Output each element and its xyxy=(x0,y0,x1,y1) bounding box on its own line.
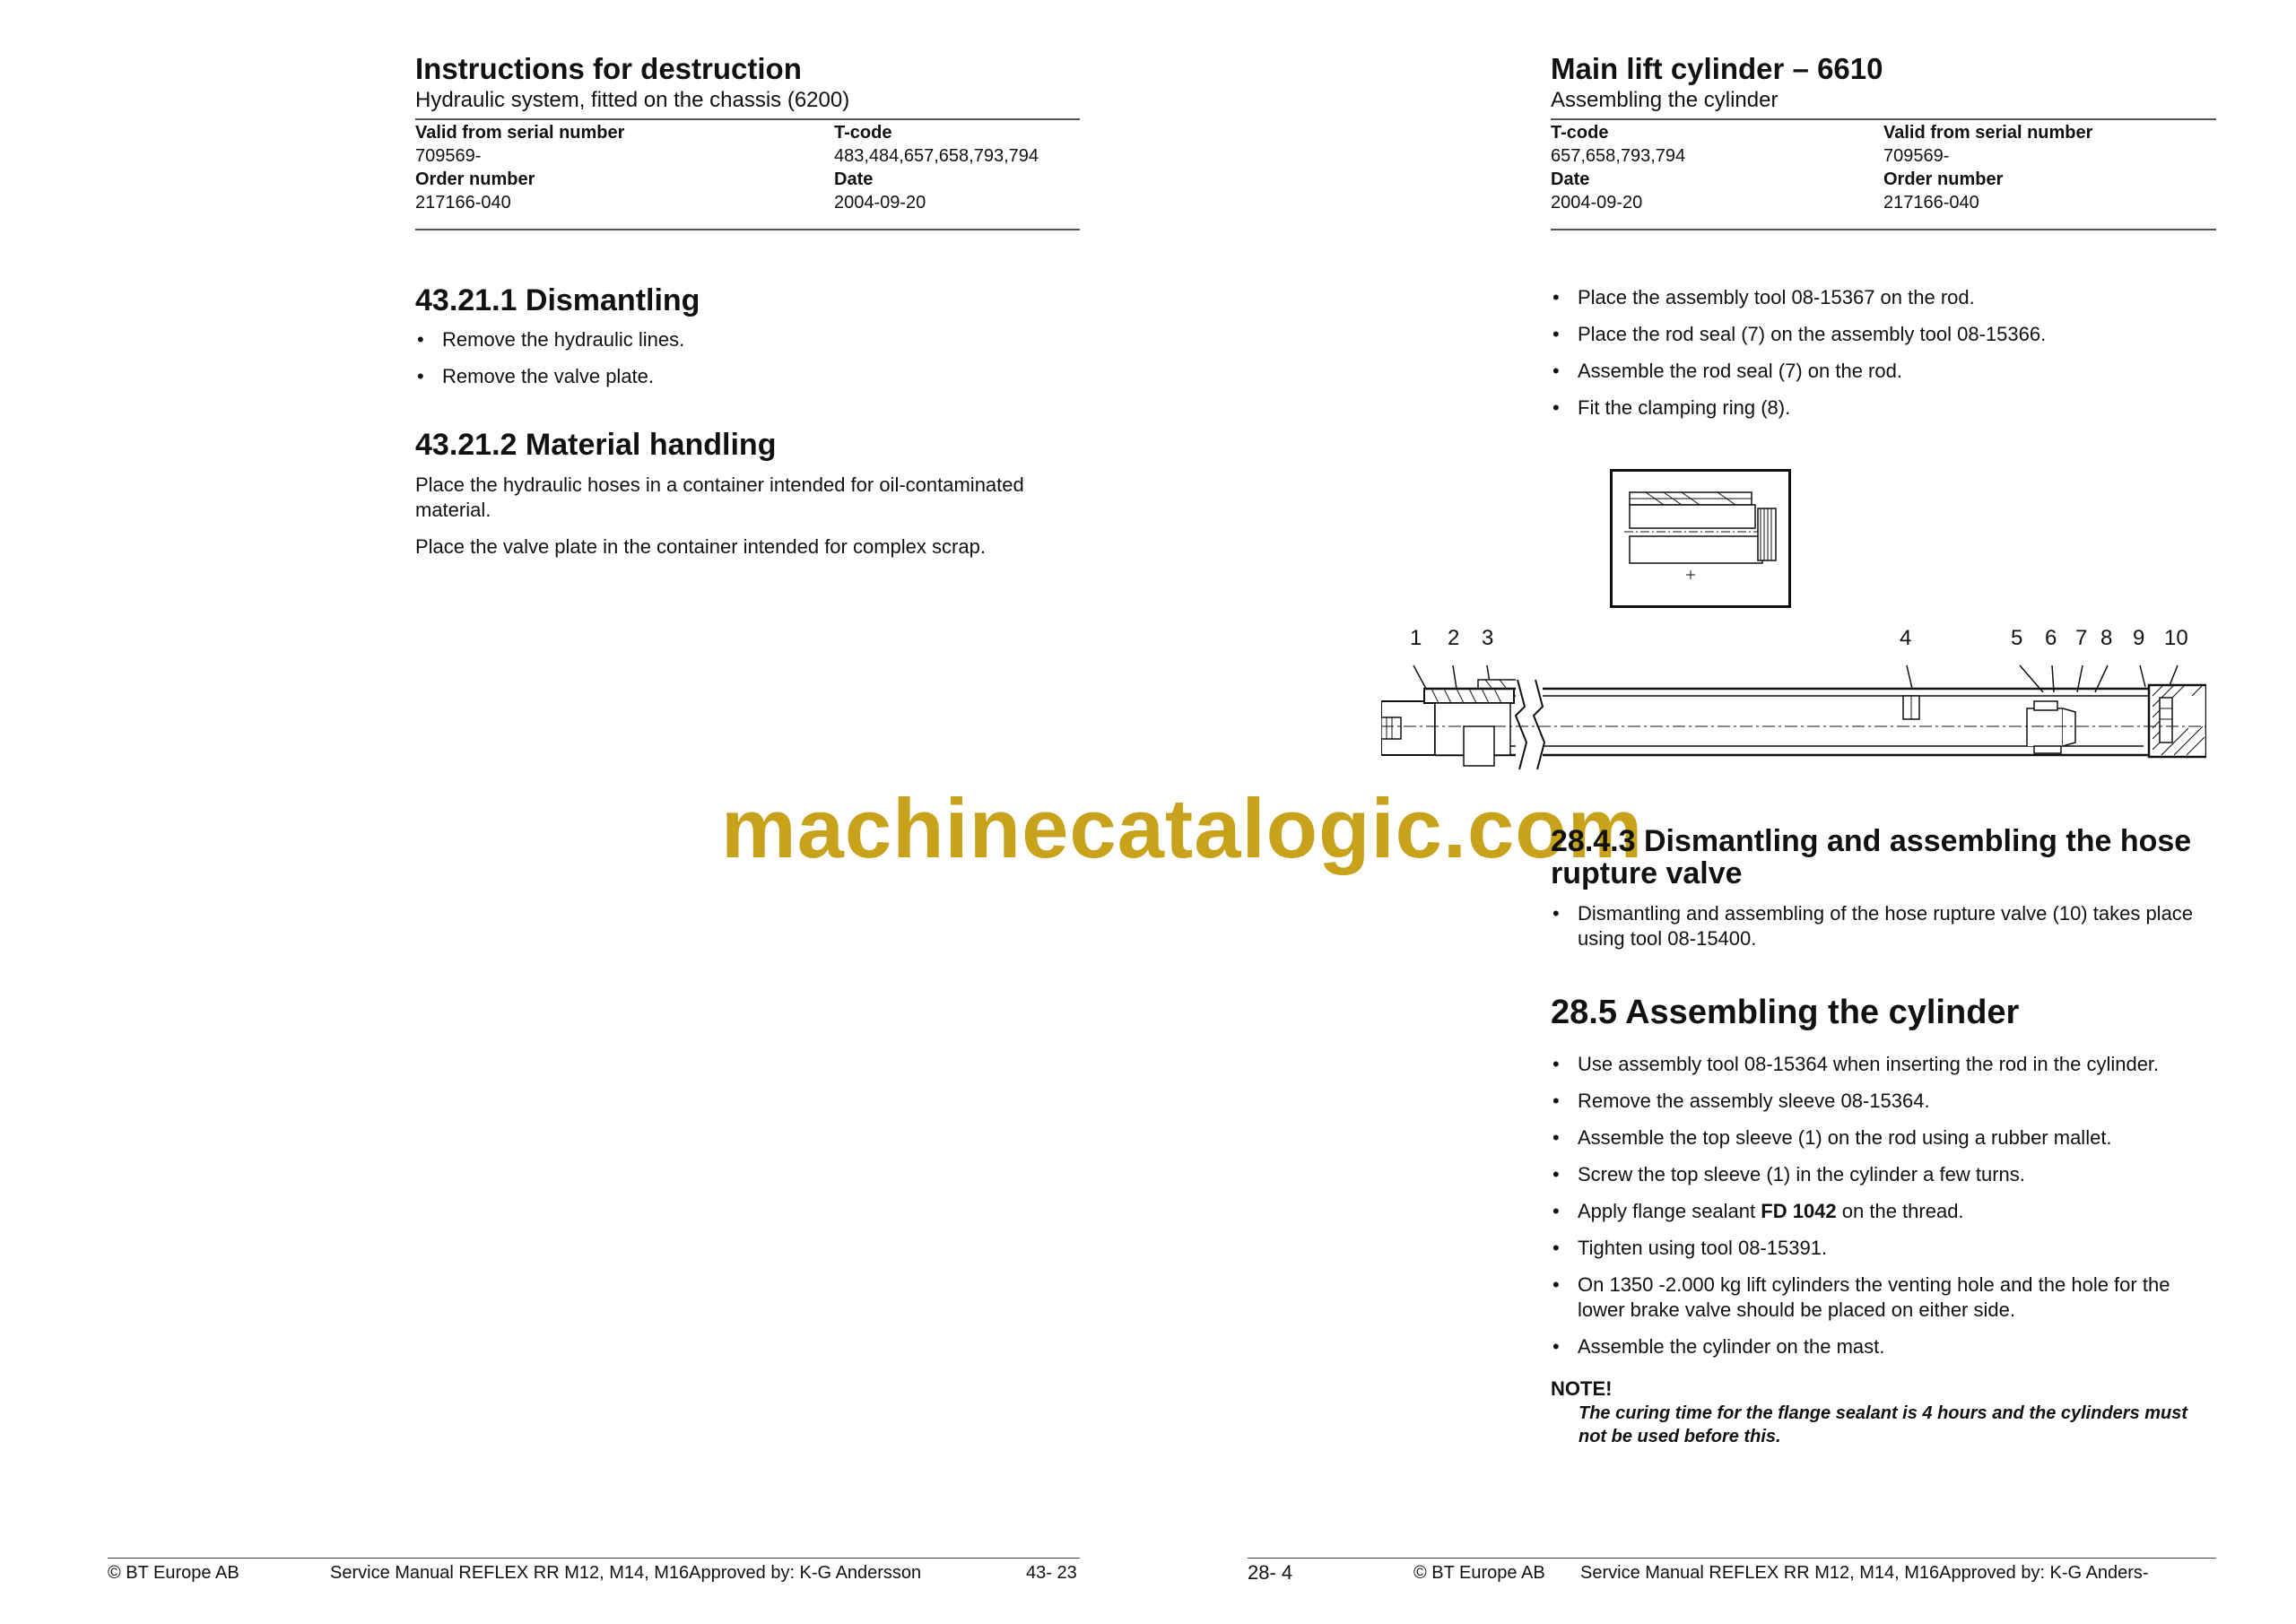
list-item: • Assemble the rod seal (7) on the rod. xyxy=(1551,359,2053,384)
watermark: machinecatalogic.com xyxy=(721,781,1644,875)
section-material-heading: 43.21.2 Material handling xyxy=(415,428,777,462)
right-footer-manual: Service Manual REFLEX RR M12, M14, M16Approved by: K-G Anders- xyxy=(1580,1563,2149,1583)
list-item: • Screw the top sleeve (1) in the cylinder a few turns. xyxy=(1551,1162,2219,1187)
list-item: • Tighten using tool 08-15391. xyxy=(1551,1236,2219,1261)
callout-7: 7 xyxy=(2075,626,2088,650)
section-dismantling-heading: 43.21.1 Dismantling xyxy=(415,283,700,317)
list-item: • Remove the valve plate. xyxy=(415,364,1080,389)
left-footer-manual: Service Manual REFLEX RR M12, M14, M16Approved by: K-G Andersson xyxy=(330,1563,922,1583)
list-item: • Use assembly tool 08-15364 when inserting the rod in the cylinder. xyxy=(1551,1052,2219,1077)
section-assembling-heading: 28.5 Assembling the cylinder xyxy=(1551,994,2020,1031)
left-order-label: Order number xyxy=(415,169,535,189)
right-page-title: Main lift cylinder – 6610 xyxy=(1551,52,1883,85)
dismantling-list xyxy=(415,327,1080,401)
list-item: • Dismantling and assembling of the hose rupture valve (10) takes place using tool 08-15400. xyxy=(1551,901,2219,951)
right-header-rule xyxy=(1551,118,2216,120)
lift-cylinder-section-figure xyxy=(1381,653,2206,787)
callout-1: 1 xyxy=(1410,626,1422,650)
left-page-subtitle: Hydraulic system, fitted on the chassis (6200) xyxy=(415,88,850,112)
left-date-label: Date xyxy=(834,169,874,189)
right-date-value: 2004-09-20 xyxy=(1551,193,1643,213)
right-date-label: Date xyxy=(1551,169,1590,189)
sealant-text-post: on the thread. xyxy=(1836,1200,1964,1222)
assembly-tool-inset-figure xyxy=(1610,469,1791,608)
left-serial-label: Valid from serial number xyxy=(415,123,625,143)
right-footer-copyright: © BT Europe AB xyxy=(1413,1563,1545,1583)
left-order-value: 217166-040 xyxy=(415,193,511,213)
left-tcode-label: T-code xyxy=(834,123,892,143)
callout-2: 2 xyxy=(1448,626,1460,650)
list-item-sealant xyxy=(1551,1199,2219,1224)
material-paragraph-2: Place the valve plate in the container intended for complex scrap. xyxy=(415,535,986,558)
list-item: • Place the rod seal (7) on the assembly tool 08-15366. xyxy=(1551,322,2053,347)
right-serial-value: 709569- xyxy=(1883,146,1950,166)
section-hose-rupture-heading: 28.4.3 Dismantling and assembling the hose rupture valve xyxy=(1551,824,2192,890)
right-page-subtitle: Assembling the cylinder xyxy=(1551,88,1779,112)
list-item: • Remove the assembly sleeve 08-15364. xyxy=(1551,1089,2219,1114)
right-footer-page-number: 28- 4 xyxy=(1248,1561,1293,1584)
callout-6: 6 xyxy=(2045,626,2057,650)
list-item: • Assemble the top sleeve (1) on the rod using a rubber mallet. xyxy=(1551,1125,2219,1151)
hose-rupture-list xyxy=(1551,901,2219,963)
callout-3: 3 xyxy=(1482,626,1494,650)
right-serial-label: Valid from serial number xyxy=(1883,123,2093,143)
left-header-rule xyxy=(415,118,1080,120)
assembly-tool-list xyxy=(1551,285,2053,432)
callout-5: 5 xyxy=(2011,626,2023,650)
list-item: • Remove the hydraulic lines. xyxy=(415,327,1080,352)
left-footer-rule xyxy=(108,1558,1080,1559)
left-footer-copyright: © BT Europe AB xyxy=(108,1563,239,1583)
right-tcode-value: 657,658,793,794 xyxy=(1551,146,1686,166)
left-serial-value: 709569- xyxy=(415,146,482,166)
left-footer-page-number: 43- 23 xyxy=(1026,1563,1077,1583)
assembling-list xyxy=(1551,1052,2219,1371)
right-order-value: 217166-040 xyxy=(1883,193,1979,213)
list-item: • Fit the clamping ring (8). xyxy=(1551,395,2053,421)
list-item: • On 1350 -2.000 kg lift cylinders the venting hole and the hole for the lower brake valve should be placed on either side. xyxy=(1551,1272,2219,1323)
left-page-title: Instructions for destruction xyxy=(415,52,802,85)
list-item: • Assemble the cylinder on the mast. xyxy=(1551,1334,2219,1359)
left-date-value: 2004-09-20 xyxy=(834,193,926,213)
material-paragraph-1: Place the hydraulic hoses in a container intended for oil-contaminated material. xyxy=(415,473,1024,521)
right-footer-rule xyxy=(1248,1558,2216,1559)
note-heading: NOTE! xyxy=(1551,1377,1613,1400)
right-order-label: Order number xyxy=(1883,169,2004,189)
callout-10: 10 xyxy=(2164,626,2188,650)
callout-9: 9 xyxy=(2133,626,2145,650)
sealant-text-pre: Apply flange sealant xyxy=(1578,1200,1761,1222)
right-meta-rule xyxy=(1551,229,2216,230)
callout-8: 8 xyxy=(2100,626,2113,650)
left-tcode-value: 483,484,657,658,793,794 xyxy=(834,146,1039,166)
left-meta-rule xyxy=(415,229,1080,230)
right-tcode-label: T-code xyxy=(1551,123,1609,143)
callout-4: 4 xyxy=(1900,626,1912,650)
sealant-code: FD 1042 xyxy=(1761,1200,1837,1222)
list-item: • Place the assembly tool 08-15367 on the rod. xyxy=(1551,285,2053,310)
note-body: The curing time for the flange sealant is 4 hours and the cylinders must not be used before this. xyxy=(1578,1403,2188,1446)
